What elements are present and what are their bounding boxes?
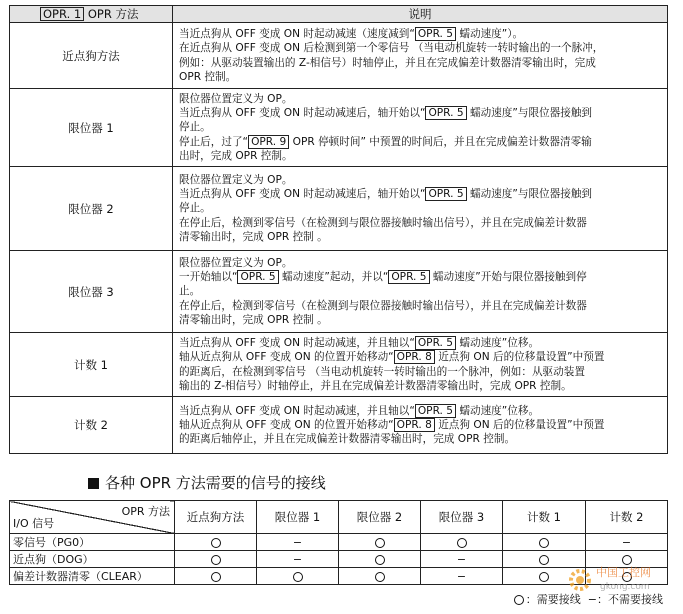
description-line (179, 201, 663, 215)
dash-icon: − (456, 552, 467, 566)
opr-method-name: 限位器 2 (10, 167, 173, 251)
wiring-cell (175, 551, 257, 568)
dash-icon: − (456, 569, 467, 583)
method-column-header: 限位器 3 (421, 501, 503, 534)
opr-row (10, 397, 668, 454)
watermark-line2: gkong.com (600, 582, 650, 592)
opr-method-description (173, 251, 668, 333)
corner-label-io: I/O 信号 (13, 517, 55, 530)
description-line (179, 230, 663, 244)
table1-header-row (10, 6, 668, 23)
opr-method-table (9, 5, 668, 454)
text-segment: 出时，完成 OPR 控制。 (179, 149, 293, 162)
text-segment: 当近点狗从 OFF 变成 ON 时起动减速，并且轴以“ (179, 337, 415, 350)
wiring-cell (421, 551, 503, 568)
description-line (179, 149, 663, 163)
description-line (179, 284, 663, 298)
opr-row (10, 333, 668, 397)
opr-ref-box: OPR. 5 (425, 106, 466, 120)
opr-ref-box: OPR. 5 (237, 270, 278, 284)
section-title: 各种 OPR 方法需要的信号的接线 (105, 474, 326, 492)
text-segment: 在停止后，检测到零信号（在检测到与限位器接触时输出信号），并且在完成偏差计数器 (179, 216, 587, 229)
opr-ref-box: OPR. 8 (394, 350, 435, 364)
circle-icon (539, 572, 549, 582)
dash-icon: − (587, 593, 597, 606)
opr-ref-box: OPR. 5 (388, 270, 429, 284)
wiring-cell (586, 534, 668, 551)
circle-icon (514, 595, 524, 605)
legend-noneed: 不需要接线 (608, 593, 663, 606)
opr-method-description (173, 397, 668, 454)
circle-icon (457, 538, 467, 548)
opr-ref-box: OPR. 9 (248, 135, 289, 149)
opr-ref-box: OPR. 5 (415, 404, 456, 418)
text-segment: OPR 停顿时间” 中预置的时间后，并且在完成偏差计数器清零输 (289, 135, 592, 148)
header-opr-method (10, 6, 173, 23)
opr-ref-box: OPR. 1 (40, 7, 84, 21)
watermark-line1: 中国工控网 (596, 566, 651, 579)
opr-ref-box: OPR. 8 (394, 418, 435, 432)
opr-method-description (173, 333, 668, 397)
signal-row (10, 534, 668, 551)
text-segment: 蠕动速度”位移。 (456, 404, 540, 417)
description-line (179, 299, 663, 313)
method-column-header: 近点狗方法 (175, 501, 257, 534)
description-line (179, 70, 663, 84)
text-segment: 一开始轴以“ (179, 271, 238, 284)
corner-label-method: OPR 方法 (121, 505, 170, 518)
signal-label: 偏差计数器清零（CLEAR） (10, 568, 175, 585)
description-line (179, 365, 663, 379)
method-column-header: 计数 2 (586, 501, 668, 534)
description-line (179, 418, 663, 432)
opr-method-description (173, 23, 668, 89)
opr-method-name: 计数 2 (10, 397, 173, 454)
text-segment: 止。 (179, 285, 201, 298)
description-line (179, 256, 663, 270)
description-line (179, 379, 663, 393)
wiring-cell (421, 534, 503, 551)
text-segment: 限位器位置定义为 OP。 (179, 173, 293, 186)
text-segment: 蠕动速度”与限位器接触到 (466, 107, 593, 120)
wiring-cell (503, 534, 586, 551)
description-line (179, 120, 663, 134)
circle-icon (375, 572, 385, 582)
gkong-watermark-logo (566, 560, 676, 600)
method-column-header: 限位器 1 (257, 501, 339, 534)
text-segment: 蠕动速度”开始与限位器接触到停 (429, 271, 587, 284)
description-line (179, 404, 663, 418)
circle-icon (293, 572, 303, 582)
text-segment: OPR 控制。 (179, 70, 237, 83)
text-segment: 限位器位置定义为 OP。 (179, 92, 293, 105)
description-line (179, 187, 663, 201)
text-segment: 清零输出时，完成 OPR 控制 。 (179, 230, 328, 243)
opr-method-name: 计数 1 (10, 333, 173, 397)
text-segment: 当近点狗从 OFF 变成 ON 时起动减速后，轴开始以“ (179, 188, 426, 201)
text-segment: 输出的 Z-相信号）时轴停止，并且在完成偏差计数器清零输出时，完成 OPR 控制。 (179, 379, 572, 392)
description-line (179, 41, 663, 55)
wiring-cell (257, 568, 339, 585)
header-opr-method-label: OPR 方法 (84, 7, 139, 21)
text-segment: 当近点狗从 OFF 变成 ON 时起动减速，并且轴以“ (179, 404, 415, 417)
text-segment: 当近点狗从 OFF 变成 ON 时起动减速（速度减到“ (179, 28, 415, 41)
opr-method-name: 近点狗方法 (10, 23, 173, 89)
section-heading (88, 472, 326, 493)
wiring-cell (339, 568, 421, 585)
legend-need: 需要接线 (536, 593, 581, 606)
opr-method-description (173, 167, 668, 251)
description-line (179, 216, 663, 230)
description-line (179, 336, 663, 350)
description-line (179, 173, 663, 187)
text-segment: 近点狗 ON 后的位移量设置”中预置 (434, 351, 605, 364)
wiring-cell (175, 568, 257, 585)
legend: ：需要接线 −：不需要接线 (514, 591, 663, 607)
header-description: 说明 (173, 6, 668, 23)
text-segment: 清零输出时，完成 OPR 控制 。 (179, 313, 328, 326)
opr-row (10, 23, 668, 89)
description-line (179, 135, 663, 149)
opr-method-description (173, 89, 668, 167)
opr-row (10, 251, 668, 333)
opr-method-name: 限位器 3 (10, 251, 173, 333)
wiring-cell (421, 568, 503, 585)
diagonal-corner-cell (10, 501, 175, 534)
circle-icon (375, 538, 385, 548)
wiring-cell (339, 534, 421, 551)
text-segment: 在近点狗从 OFF 变成 ON 后检测到第一个零信号 （当电动机旋转一转时输出的一个脉冲， (179, 42, 604, 55)
description-line (179, 432, 663, 446)
signal-label: 零信号（PG0） (10, 534, 175, 551)
dash-icon: − (621, 535, 632, 549)
description-line (179, 92, 663, 106)
text-segment: 蠕动速度”与限位器接触到 (466, 188, 593, 201)
opr-method-name: 限位器 1 (10, 89, 173, 167)
text-segment: 在停止后，检测到零信号（在检测到与限位器接触时输出信号），并且在完成偏差计数器 (179, 299, 587, 312)
signal-label: 近点狗（DOG） (10, 551, 175, 568)
circle-icon (539, 538, 549, 548)
text-segment: 蠕动速度”位移。 (456, 337, 540, 350)
text-segment: 停止后，过了“ (179, 135, 249, 148)
description-line (179, 27, 663, 41)
square-bullet-icon (88, 478, 99, 489)
wiring-cell (175, 534, 257, 551)
circle-icon (211, 572, 221, 582)
method-column-header: 限位器 2 (339, 501, 421, 534)
text-segment: 停止。 (179, 202, 211, 215)
text-segment: 蠕动速度”起动，并以“ (278, 271, 389, 284)
opr-ref-box: OPR. 5 (415, 27, 456, 41)
description-line (179, 313, 663, 327)
text-segment: 轴从近点狗从 OFF 变成 ON 的位置开始移动“ (179, 351, 394, 364)
text-segment: 的距离后轴停止，并且在完成偏差计数器清零输出时，完成 OPR 控制。 (179, 433, 516, 446)
opr-row (10, 167, 668, 251)
text-segment: 的距离后，在检测到零信号 （当电动机旋转一转时输出的一个脉冲，例如：从驱动装置 (179, 365, 585, 378)
text-segment: 当近点狗从 OFF 变成 ON 时起动减速后，轴开始以“ (179, 107, 426, 120)
circle-icon (375, 555, 385, 565)
text-segment: 近点狗 ON 后的位移量设置”中预置 (434, 418, 605, 431)
description-line (179, 56, 663, 70)
wiring-cell (257, 551, 339, 568)
method-column-header: 计数 1 (503, 501, 586, 534)
circle-icon (539, 555, 549, 565)
wiring-cell (257, 534, 339, 551)
text-segment: 限位器位置定义为 OP。 (179, 256, 293, 269)
circle-icon (211, 555, 221, 565)
text-segment: 蠕动速度”）。 (456, 28, 524, 41)
dash-icon: − (292, 552, 303, 566)
text-segment: 例如：从驱动装置输出的 Z-相信号）时轴停止，并且在完成偏差计数器清零输出时，完成 (179, 56, 596, 69)
circle-icon (211, 538, 221, 548)
dash-icon: − (292, 535, 303, 549)
table2-header-row (10, 501, 668, 534)
opr-ref-box: OPR. 5 (425, 187, 466, 201)
opr-ref-box: OPR. 5 (415, 336, 456, 350)
text-segment: 轴从近点狗从 OFF 变成 ON 的位置开始移动“ (179, 418, 394, 431)
text-segment: 停止。 (179, 121, 211, 134)
description-line (179, 350, 663, 364)
description-line (179, 270, 663, 284)
wiring-cell (339, 551, 421, 568)
description-line (179, 106, 663, 120)
opr-row (10, 89, 668, 167)
